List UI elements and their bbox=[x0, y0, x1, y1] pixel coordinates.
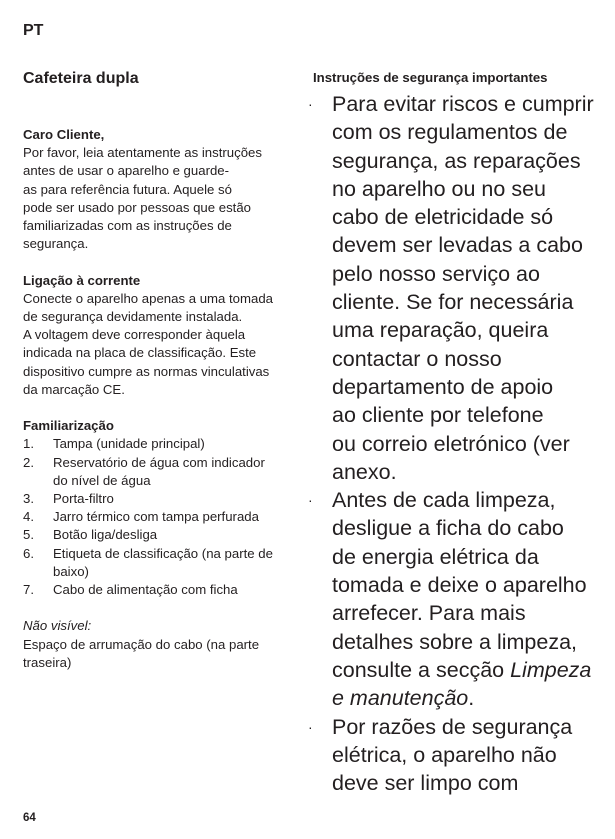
greeting-line: familiarizadas com as instruções de bbox=[23, 218, 232, 234]
left-column bbox=[23, 126, 291, 690]
item-number: 3. bbox=[23, 491, 34, 507]
connection-section bbox=[23, 272, 291, 399]
greeting-heading: Caro Cliente, bbox=[23, 127, 105, 142]
bullet-line: Por razões de segurança bbox=[332, 714, 573, 739]
language-label: PT bbox=[23, 22, 44, 39]
bullet-line-text: . bbox=[468, 686, 475, 711]
safety-bullet-list bbox=[308, 90, 594, 797]
not-visible-section bbox=[23, 617, 291, 672]
greeting-line: pode ser usado por pessoas que estão bbox=[23, 199, 252, 215]
bullet-line: devem ser levadas a cabo bbox=[332, 233, 583, 258]
bullet-line: departamento de apoio bbox=[332, 374, 554, 399]
item-text: Porta-filtro bbox=[53, 491, 114, 507]
greeting-section bbox=[23, 126, 291, 253]
list-item bbox=[23, 508, 291, 526]
not-visible-heading: Não visível: bbox=[23, 618, 92, 634]
greeting-line: as para referência futura. Aquele só bbox=[23, 181, 232, 197]
not-visible-line: traseira) bbox=[23, 654, 72, 670]
item-text: Botão liga/desliga bbox=[53, 527, 158, 543]
section-reference: Limpeza bbox=[510, 657, 592, 682]
bullet-line: Antes de cada limpeza, bbox=[332, 488, 556, 513]
greeting-line: antes de usar o aparelho e guarde- bbox=[23, 163, 230, 179]
safety-bullet-repairs bbox=[308, 90, 594, 486]
connection-line: dispositivo cumpre as normas vinculativas bbox=[23, 363, 270, 379]
item-number: 7. bbox=[23, 582, 34, 598]
item-text: Reservatório de água com indicador bbox=[53, 454, 265, 470]
list-item bbox=[23, 526, 291, 544]
list-item bbox=[23, 490, 291, 508]
bullet-line: cabo de eletricidade só bbox=[332, 205, 554, 230]
page-title: Cafeteira dupla bbox=[23, 70, 139, 87]
bullet-line: tomada e deixe o aparelho bbox=[332, 573, 587, 598]
safety-bullet-cleaning bbox=[308, 486, 592, 712]
bullet-line: cliente. Se for necessária bbox=[332, 290, 574, 315]
connection-line: Conecte o aparelho apenas a uma tomada bbox=[23, 290, 274, 306]
bullet-line: com os regulamentos de bbox=[332, 120, 568, 145]
list-item bbox=[23, 454, 291, 490]
parts-list bbox=[23, 435, 291, 599]
item-text: baixo) bbox=[53, 563, 89, 579]
bullet-line: elétrica, o aparelho não bbox=[332, 742, 557, 767]
bullet-line: no aparelho ou no seu bbox=[332, 176, 546, 201]
familiarization-section bbox=[23, 417, 291, 599]
greeting-line: Por favor, leia atentamente as instruções bbox=[23, 145, 262, 161]
item-text: Cabo de alimentação com ficha bbox=[53, 582, 238, 598]
bullet-line bbox=[332, 684, 588, 712]
bullet-line: deve ser limpo com bbox=[332, 771, 519, 796]
bullet-line: segurança, as reparações bbox=[332, 148, 581, 173]
list-item bbox=[23, 435, 291, 453]
item-text: do nível de água bbox=[53, 472, 151, 488]
bullet-line: ou correio eletrónico (ver bbox=[332, 431, 570, 456]
item-number: 5. bbox=[23, 527, 34, 543]
item-text: Tampa (unidade principal) bbox=[53, 436, 205, 452]
bullet-line: anexo. bbox=[332, 459, 397, 484]
connection-line: de segurança devidamente instalada. bbox=[23, 309, 243, 325]
familiarization-heading: Familiarização bbox=[23, 418, 114, 434]
bullet-line: detalhes sobre a limpeza, bbox=[332, 629, 578, 654]
bullet-line: ao cliente por telefone bbox=[332, 403, 544, 428]
item-text: Jarro térmico com tampa perfurada bbox=[53, 509, 259, 525]
bullet-line bbox=[332, 656, 592, 684]
bullet-line: desligue a ficha do cabo bbox=[332, 516, 564, 541]
safety-instructions-heading: Instruções de segurança importantes bbox=[313, 70, 548, 85]
item-number: 4. bbox=[23, 509, 34, 525]
bullet-line: contactar o nosso bbox=[332, 346, 502, 371]
bullet-line: arrefecer. Para mais bbox=[332, 601, 526, 626]
safety-bullet-electrical bbox=[308, 713, 588, 798]
item-text: Etiqueta de classificação (na parte de bbox=[53, 545, 273, 561]
not-visible-line: Espaço de arrumação do cabo (na parte bbox=[23, 636, 260, 652]
bullet-line: Para evitar riscos e cumprir bbox=[332, 92, 594, 116]
page-number: 64 bbox=[23, 812, 36, 824]
connection-heading: Ligação à corrente bbox=[23, 272, 141, 288]
bullet-icon: · bbox=[308, 718, 313, 735]
connection-line: indicada na placa de classificação. Este bbox=[23, 345, 257, 361]
greeting-line: segurança. bbox=[23, 236, 89, 252]
bullet-line: de energia elétrica da bbox=[332, 544, 539, 569]
item-number: 1. bbox=[23, 436, 34, 452]
list-item bbox=[23, 581, 291, 599]
item-number: 6. bbox=[23, 545, 34, 561]
bullet-line: pelo nosso serviço ao bbox=[332, 261, 540, 286]
item-number: 2. bbox=[23, 454, 34, 470]
list-item bbox=[23, 545, 291, 581]
connection-line: da marcação CE. bbox=[23, 381, 125, 397]
bullet-icon: · bbox=[308, 492, 313, 509]
bullet-line-text: consulte a secção bbox=[332, 657, 511, 682]
bullet-line: uma reparação, queira bbox=[332, 318, 549, 343]
section-reference: e manutenção bbox=[332, 686, 469, 711]
connection-line: A voltagem deve corresponder àquela bbox=[23, 327, 246, 343]
bullet-icon: · bbox=[308, 96, 313, 112]
